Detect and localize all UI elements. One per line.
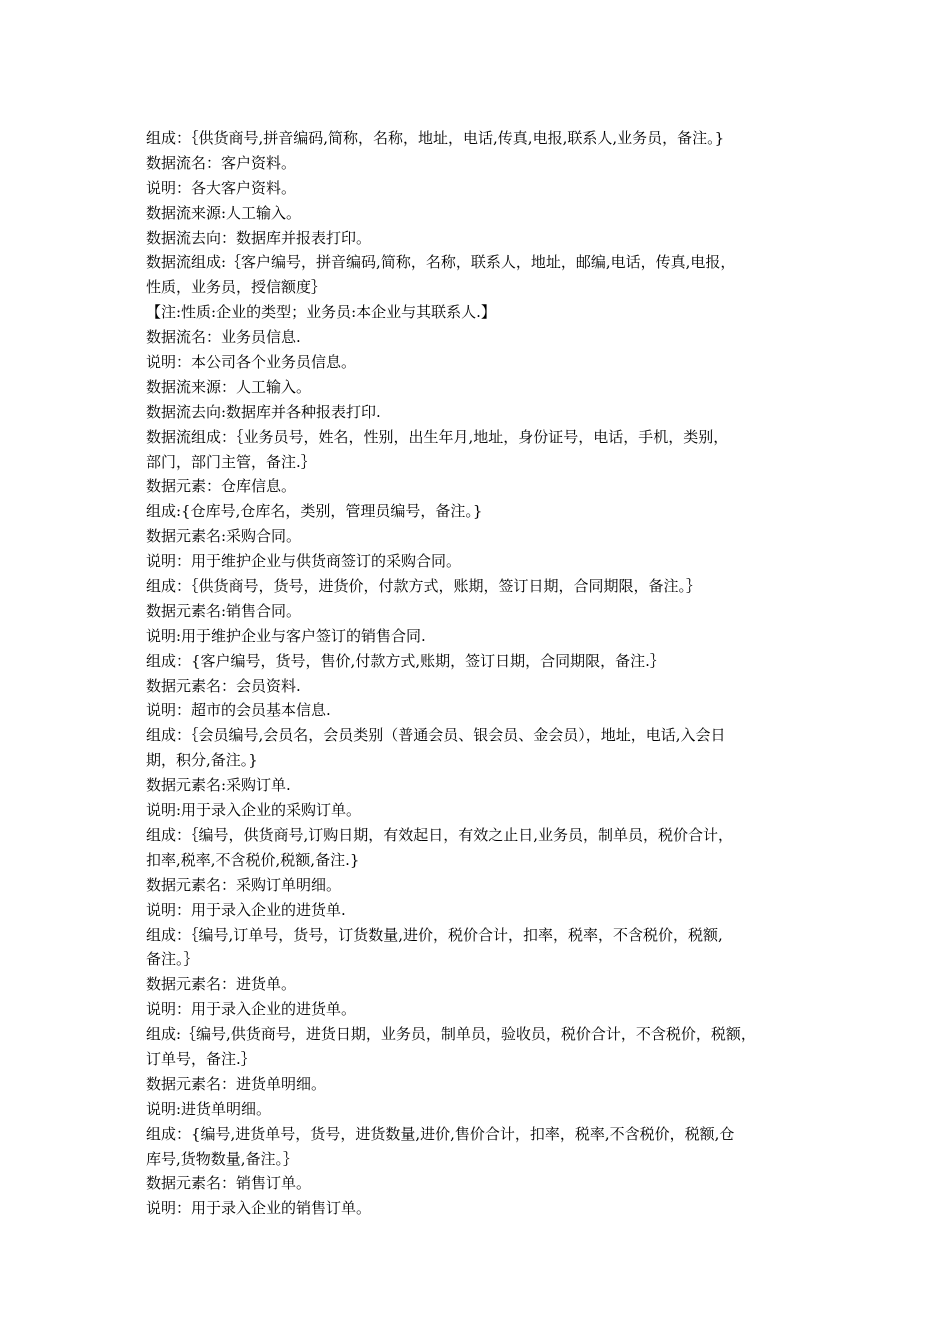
text-line: 说明：用于录入企业的进货单。 xyxy=(146,1000,357,1019)
text-line: 说明：用于维护企业与供货商签订的采购合同。 xyxy=(146,552,462,571)
text-line: 数据流来源:人工输入。 xyxy=(146,203,302,222)
text-line: 数据元素名:销售合同。 xyxy=(146,601,302,620)
text-line: 说明：本公司各个业务员信息。 xyxy=(146,353,357,372)
text-line: 组成：｛供货商号,拼音编码,简称，名称，地址，电话,传真,电报,联系人,业务员，备注。} xyxy=(146,129,725,147)
text-line: 说明：各大客户资料。 xyxy=(146,178,297,197)
text-line: 数据流去向：数据库并报表打印。 xyxy=(146,228,372,247)
document-body xyxy=(146,126,826,1221)
text-line: 说明：用于录入企业的销售订单。 xyxy=(146,1199,372,1218)
text-line: 性质，业务员，授信额度｝ xyxy=(146,278,327,297)
text-line: 数据元素：仓库信息。 xyxy=(146,477,297,496)
text-line: 订单号，备注.｝ xyxy=(146,1049,256,1068)
text-line: 【注:性质:企业的类型；业务员:本企业与其联系人.】 xyxy=(146,303,496,322)
text-line: 数据元素名：采购订单明细。 xyxy=(146,875,342,894)
text-line: 数据元素名：进货单明细。 xyxy=(146,1074,327,1093)
text-line: 说明:用于维护企业与客户签订的销售合同. xyxy=(146,626,426,645)
text-line: 数据元素名：会员资料. xyxy=(146,676,301,695)
text-line: 备注。｝ xyxy=(146,950,199,969)
text-line: 组成:｛编号,供货商号，进货日期，业务员，制单员，验收员，税价合计，不含税价，税额， xyxy=(146,1025,756,1044)
text-line: 组成：｛编号，供货商号,订购日期，有效起日，有效之止日,业务员，制单员，税价合计， xyxy=(146,825,734,844)
text-line: 期，积分,备注。} xyxy=(146,751,258,770)
text-line: 数据流组成:｛客户编号，拼音编码,简称，名称，联系人，地址，邮编,电话，传真,电报， xyxy=(146,253,736,272)
text-line: 组成：{客户编号，货号，售价,付款方式,账期，签订日期，合同期限，备注.｝ xyxy=(146,651,665,670)
text-line: 数据流组成：｛业务员号，姓名，性别，出生年月,地址，身份证号，电话，手机，类别， xyxy=(146,427,729,446)
text-line: 数据流来源：人工输入。 xyxy=(146,377,312,396)
text-line: 数据元素名：销售订单。 xyxy=(146,1174,312,1193)
text-line: 数据元素名：进货单。 xyxy=(146,975,297,994)
text-line: 数据元素名:采购合同。 xyxy=(146,527,302,546)
text-line: 数据流名：客户资料。 xyxy=(146,153,297,172)
text-line: 数据流名：业务员信息. xyxy=(146,328,301,347)
text-line: 组成：｛会员编号,会员名，会员类别（普通会员、银会员、金会员），地址，电话,入会日 xyxy=(146,726,726,745)
text-line: 说明:进货单明细。 xyxy=(146,1099,272,1118)
text-line: 部门，部门主管，备注.｝ xyxy=(146,452,316,471)
text-line: 说明:用于录入企业的采购订单。 xyxy=(146,801,362,820)
text-line: 组成：｛编号,订单号，货号，订货数量,进价，税价合计，扣率，税率，不含税价，税额, xyxy=(146,925,723,944)
text-line: 数据流去向:数据库并各种报表打印. xyxy=(146,402,381,421)
text-line: 说明：用于录入企业的进货单. xyxy=(146,900,346,919)
text-line: 组成:{仓库号,仓库名，类别，管理员编号，备注。} xyxy=(146,502,483,521)
text-line: 组成：{编号,进货单号，货号，进货数量,进价,售价合计，扣率，税率,不含税价，税额,仓 xyxy=(146,1124,735,1143)
text-line: 库号,货物数量,备注。｝ xyxy=(146,1149,299,1168)
text-line: 说明：超市的会员基本信息. xyxy=(146,701,331,720)
text-line: 数据元素名:采购订单. xyxy=(146,776,291,795)
text-line: 扣率,税率,不含税价,税额,备注.} xyxy=(146,850,360,869)
text-line: 组成：｛供货商号，货号，进货价，付款方式，账期，签订日期，合同期限，备注。｝ xyxy=(146,577,702,596)
